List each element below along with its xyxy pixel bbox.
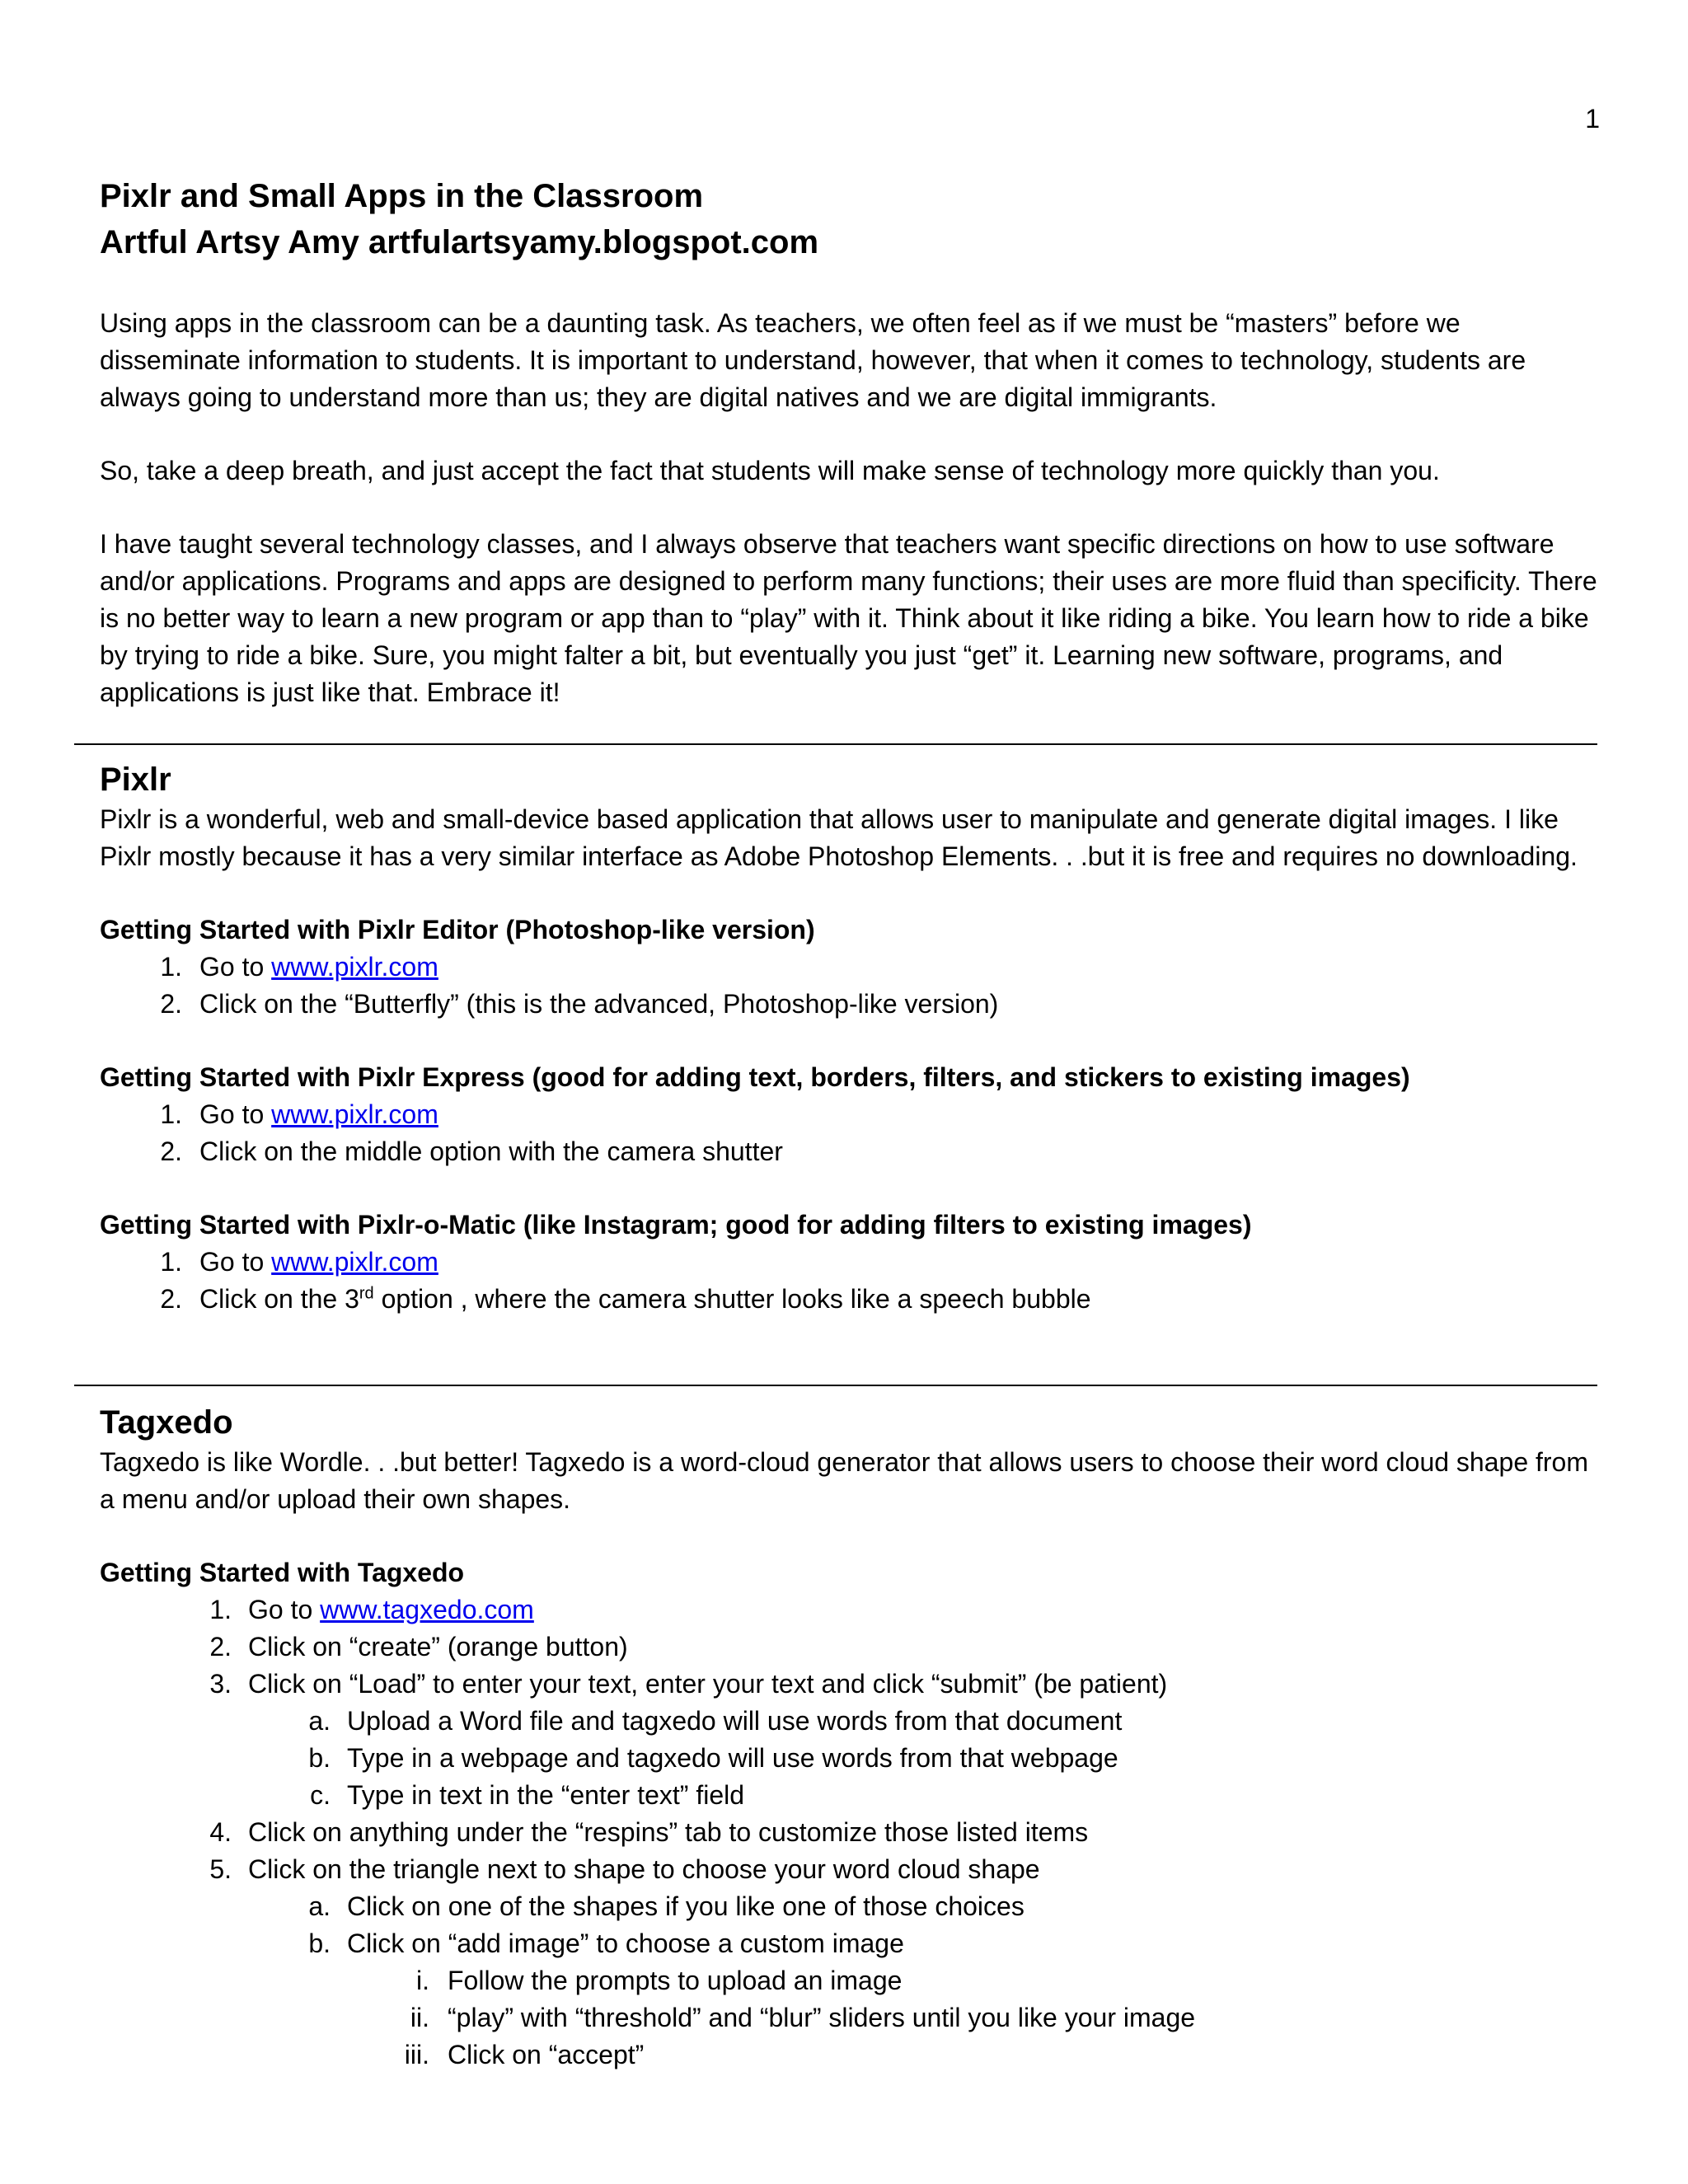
list-item [100,1888,1600,1925]
step-text: Go to [199,952,272,982]
list-marker: ii. [410,2003,429,2032]
list-item [100,1814,1600,1851]
list-marker: 2. [160,989,182,1019]
tagxedo-substeps-5 [100,1888,1600,1962]
list-marker: 1. [160,952,182,982]
tagxedo-getting-started-heading: Getting Started with Tagxedo [100,1558,465,1587]
step-text: Click on “Load” to enter your text, enter your text and click “submit” (be patient) [248,1669,1168,1699]
section-divider [74,1385,1597,1386]
tagxedo-link[interactable]: www.tagxedo.com [320,1595,534,1624]
tagxedo-steps-continued [100,1814,1600,1888]
page-number: 1 [1585,104,1600,134]
step-text: Click on one of the shapes if you like one of those choices [347,1891,1025,1921]
step-text: Go to [248,1595,321,1624]
list-item [100,1962,1600,1999]
pixlr-link[interactable]: www.pixlr.com [271,1247,438,1277]
list-marker: i. [416,1966,429,1995]
step-text: Click on anything under the “respins” tab to customize those listed items [248,1817,1089,1847]
step-text: Type in a webpage and tagxedo will use words from that webpage [347,1743,1118,1773]
tagxedo-steps [100,1591,1600,1703]
list-marker: a. [308,1891,331,1921]
pixlr-heading: Pixlr [100,762,171,798]
pixlr-express-steps [100,1096,1600,1170]
step-text: Click on the middle option with the camera shutter [199,1137,783,1166]
list-marker: iii. [404,2040,429,2069]
list-item [100,1703,1600,1740]
step-text: Follow the prompts to upload an image [448,1966,903,1995]
step-text: Go to [199,1099,272,1129]
tagxedo-substeps-3 [100,1703,1600,1814]
list-item [100,2036,1600,2074]
section-divider [74,743,1597,745]
tagxedo-description: Tagxedo is like Wordle. . .but better! Tagxedo is a word-cloud generator that allows users to choose their word cloud shape from a menu and/or upload their own shapes. [100,1447,1588,1514]
document-title: Pixlr and Small Apps in the Classroom [100,178,704,214]
list-marker: 1. [160,1247,182,1277]
list-item [100,1591,1600,1629]
step-text: “play” with “threshold” and “blur” sliders until you like your image [448,2003,1196,2032]
step-text: option , where the camera shutter looks like a speech bubble [373,1284,1091,1314]
pixlr-link[interactable]: www.pixlr.com [271,952,438,982]
step-text: Click on the “Butterfly” (this is the advanced, Photoshop-like version) [199,989,999,1019]
list-item [100,1851,1600,1888]
step-text: Click on the 3 [199,1284,359,1314]
list-item [100,1925,1600,1962]
pixlr-omatic-steps [100,1244,1600,1318]
list-marker: 1. [160,1099,182,1129]
list-marker: b. [308,1929,331,1958]
list-item [100,1281,1600,1318]
step-text: Upload a Word file and tagxedo will use words from that document [347,1706,1123,1736]
step-text: Type in text in the “enter text” field [347,1780,745,1810]
pixlr-description: Pixlr is a wonderful, web and small-device based application that allows user to manipulate and generate digital images. I like Pixlr mostly because it has a very similar interface as Adobe Photoshop Elements. . .but it is free and requires no downloading. [100,804,1578,871]
pixlr-express-heading: Getting Started with Pixlr Express (good for adding text, borders, filters, and stickers to existing images) [100,1062,1410,1092]
step-text: Click on “create” (orange button) [248,1632,628,1661]
list-marker: 4. [209,1817,232,1847]
pixlr-link[interactable]: www.pixlr.com [271,1099,438,1129]
intro-block [100,173,1600,711]
intro-paragraph-3: I have taught several technology classes, and I always observe that teachers want specific directions on how to use software and/or applications. Programs and apps are designed to perform many functions; their uses are more fluid than specificity. There is no better way to learn a new program or app than to “play” with it. Think about it like riding a bike. You learn how to ride a bike by trying to ride a bike. Sure, you might falter a bit, but eventually you just “get” it. Learning new software, programs, and applications is just like that. Embrace it! [100,529,1597,707]
list-marker: b. [308,1743,331,1773]
list-item [100,949,1600,986]
pixlr-editor-heading: Getting Started with Pixlr Editor (Photoshop-like version) [100,915,815,944]
step-text: Go to [199,1247,272,1277]
list-marker: 5. [209,1854,232,1884]
pixlr-omatic-heading: Getting Started with Pixlr-o-Matic (like Instagram; good for adding filters to existing images) [100,1210,1252,1240]
list-item [100,1629,1600,1666]
list-item [100,1096,1600,1133]
list-item [100,1133,1600,1170]
list-item [100,1666,1600,1703]
list-marker: 2. [160,1137,182,1166]
document-subtitle: Artful Artsy Amy artfulartsyamy.blogspot.com [100,224,819,260]
ordinal-superscript: rd [359,1284,374,1303]
pixlr-editor-steps [100,949,1600,1023]
intro-paragraph-2: So, take a deep breath, and just accept the fact that students will make sense of technology more quickly than you. [100,456,1440,485]
list-marker: a. [308,1706,331,1736]
pixlr-section [100,758,1600,1318]
step-text: Click on “add image” to choose a custom image [347,1929,904,1958]
tagxedo-substeps-5b [100,1962,1600,2074]
step-text: Click on “accept” [448,2040,645,2069]
list-marker: 2. [160,1284,182,1314]
list-item [100,1999,1600,2036]
tagxedo-section [100,1401,1600,2074]
intro-paragraph-1: Using apps in the classroom can be a daunting task. As teachers, we often feel as if we must be “masters” before we disseminate information to students. It is important to understand, however, that when it comes to technology, students are always going to understand more than us; they are digital natives and we are digital immigrants. [100,308,1526,412]
list-item [100,986,1600,1023]
list-marker: c. [310,1780,331,1810]
list-marker: 3. [209,1669,232,1699]
list-item [100,1244,1600,1281]
list-item [100,1777,1600,1814]
tagxedo-heading: Tagxedo [100,1404,233,1441]
list-marker: 1. [209,1595,232,1624]
list-item [100,1740,1600,1777]
step-text: Click on the triangle next to shape to choose your word cloud shape [248,1854,1040,1884]
list-marker: 2. [209,1632,232,1661]
